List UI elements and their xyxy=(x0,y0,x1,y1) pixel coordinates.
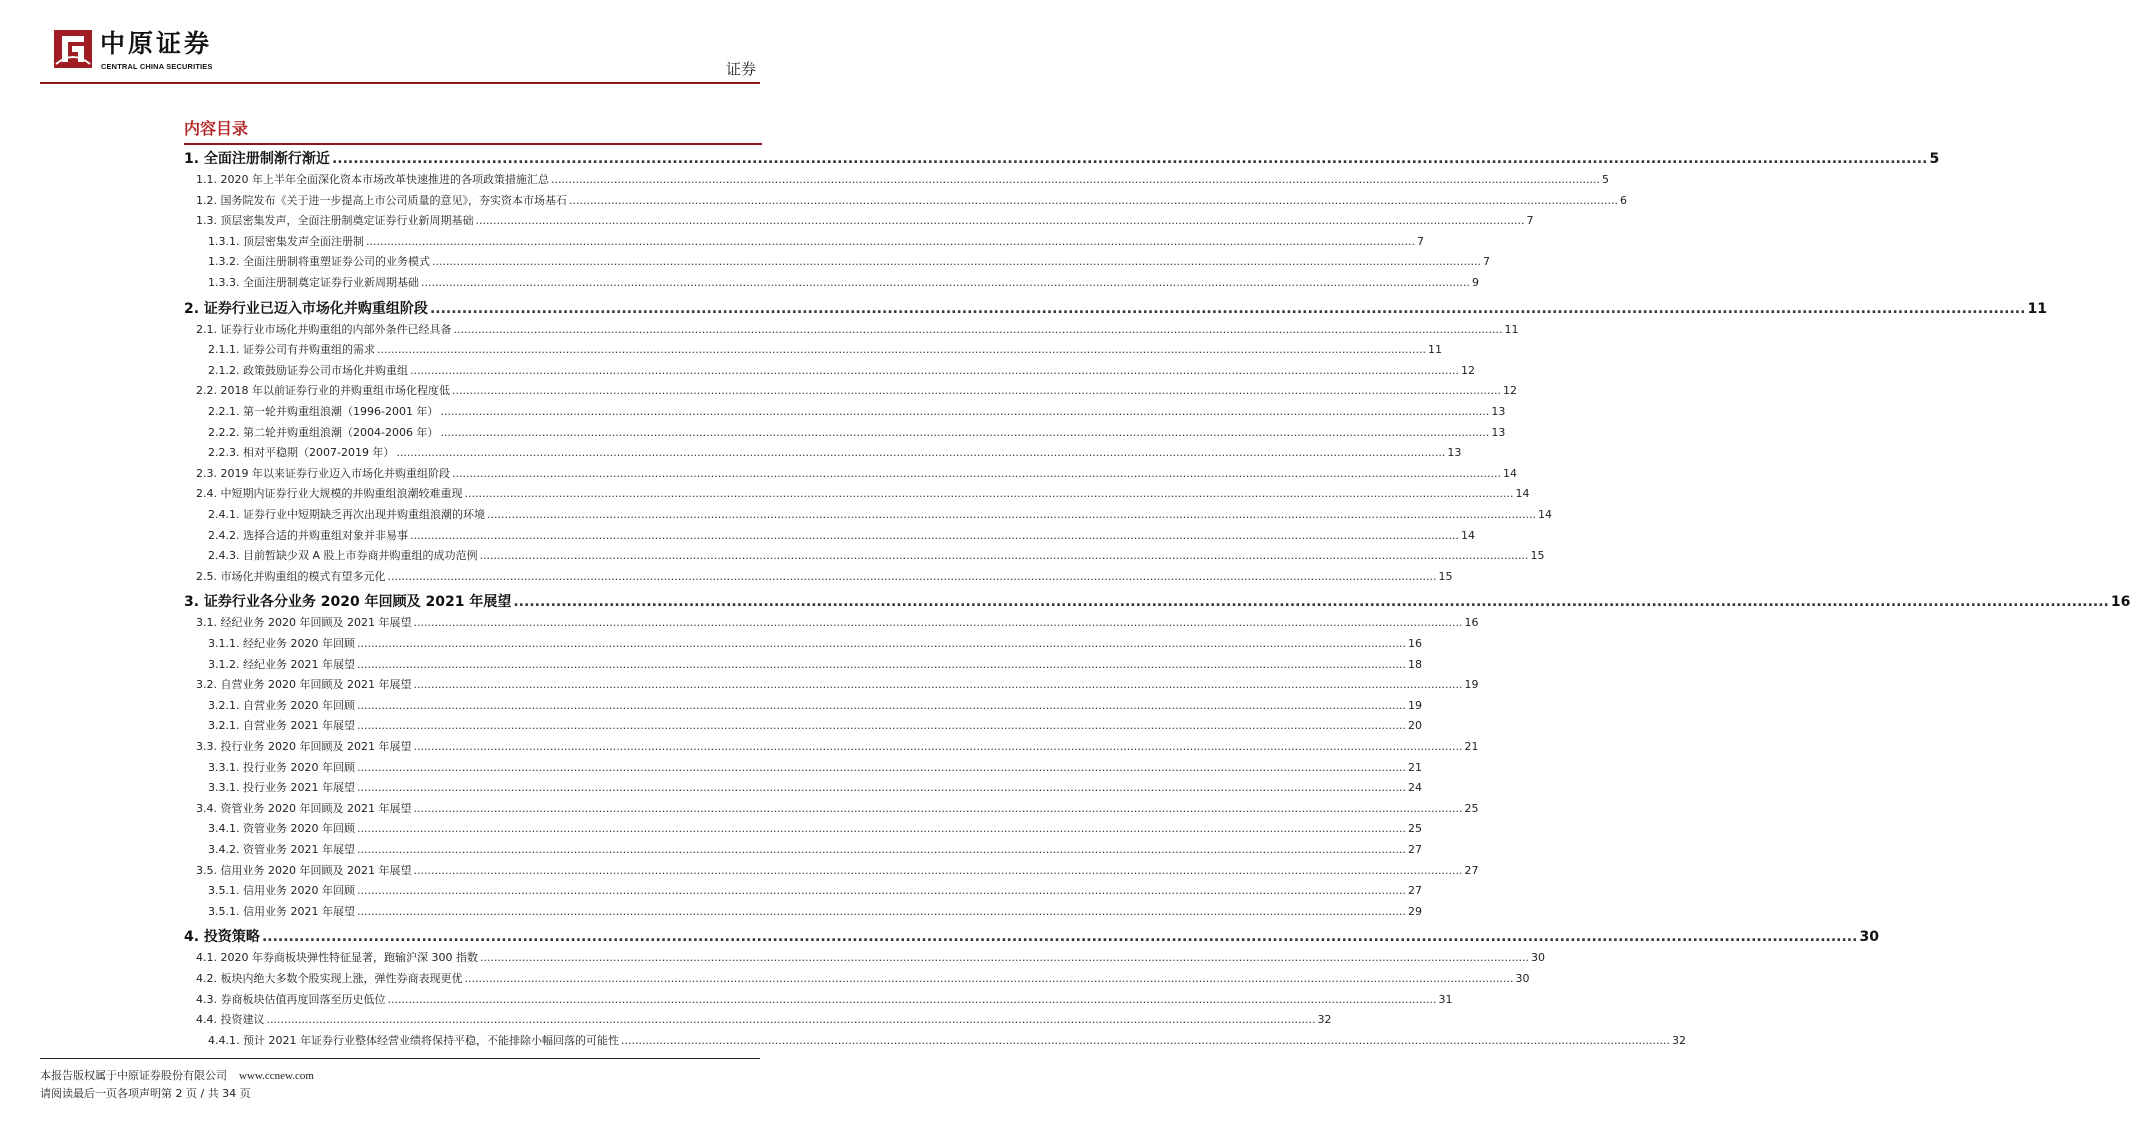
toc-entry-level-3[interactable] xyxy=(208,423,1506,443)
toc-entry-label: 2.4.1. 证券行业中短期缺乏再次出现并购重组浪潮的环境 xyxy=(208,508,485,521)
toc-entry-level-2[interactable] xyxy=(196,861,1479,881)
footer-copyright-line xyxy=(40,1068,314,1084)
toc-entry-level-3[interactable] xyxy=(208,655,1422,675)
toc-page-number: 25 xyxy=(1464,801,1479,815)
toc-dot-leader: ............................................................................................................................................................................................................................................................................................................ xyxy=(451,466,1501,480)
toc-entry-label: 3.2. 自营业务 2020 年回顾及 2021 年展望 xyxy=(196,678,412,692)
toc-dot-leader: ............................................................................................................................................................................................................................................................................................................ xyxy=(409,363,1459,377)
toc-dot-leader: ............................................................................................................................................................................................................................................................................................................ xyxy=(261,929,1858,946)
toc-page-number: 30 xyxy=(1515,972,1530,985)
toc-entry-label: 3.4.1. 资管业务 2020 年回顾 xyxy=(208,822,355,836)
footer-divider xyxy=(40,1058,760,1059)
toc-dot-leader: ............................................................................................................................................................................................................................................................................................................ xyxy=(453,322,1503,336)
page-header xyxy=(0,0,800,90)
toc-entry-level-3[interactable] xyxy=(208,758,1422,778)
toc-dot-leader: ............................................................................................................................................................................................................................................................................................................ xyxy=(464,972,1514,985)
toc-dot-leader: ............................................................................................................................................................................................................................................................................................................ xyxy=(451,384,1501,398)
toc-entry-label: 2.2.3. 相对平稳期（2007-2019 年） xyxy=(208,446,395,460)
toc-entry-level-1[interactable] xyxy=(184,591,2130,613)
toc-entry-label: 2.4. 中短期内证券行业大规模的并购重组浪潮较难重现 xyxy=(196,487,463,501)
toc-entry-label: 1.3.1. 顶层密集发声全面注册制 xyxy=(208,234,364,248)
toc-entry-level-3[interactable] xyxy=(208,526,1475,546)
toc-page-number: 14 xyxy=(1515,487,1530,501)
toc-dot-leader: ............................................................................................................................................................................................................................................................................................................ xyxy=(356,657,1406,671)
toc-entry-level-3[interactable] xyxy=(208,340,1442,360)
toc-entry-label: 2.2.1. 第一轮并购重组浪潮（1996-2001 年） xyxy=(208,405,439,418)
toc-entry-label: 3.4. 资管业务 2020 年回顾及 2021 年展望 xyxy=(196,801,412,815)
toc-entry-level-1[interactable] xyxy=(184,926,1879,948)
industry-label: 证券 xyxy=(725,60,756,78)
toc-page-number: 11 xyxy=(2027,300,2047,317)
toc-page-number: 5 xyxy=(1929,151,1940,167)
toc-page-number: 27 xyxy=(1407,843,1422,856)
toc-page-number: 9 xyxy=(1471,276,1479,289)
toc-dot-leader: ............................................................................................................................................................................................................................................................................................................ xyxy=(356,822,1406,836)
toc-entry-level-3[interactable] xyxy=(208,696,1422,716)
toc-dot-leader: ............................................................................................................................................................................................................................................................................................................ xyxy=(568,193,1618,207)
toc-entry-label: 3.1.1. 经纪业务 2020 年回顾 xyxy=(208,637,355,650)
toc-entry-label: 3.3.1. 投行业务 2021 年展望 xyxy=(208,781,355,795)
toc-entry-label: 1.3.3. 全面注册制奠定证券行业新周期基础 xyxy=(208,276,419,289)
toc-entry-label: 2.5. 市场化并购重组的模式有望多元化 xyxy=(196,569,386,583)
toc-entry-label: 2. 证券行业已迈入市场化并购重组阶段 xyxy=(184,300,428,317)
toc-entry-label: 2.4.3. 目前暂缺少双 A 股上市券商并购重组的成功范例 xyxy=(208,549,478,563)
toc-dot-leader: ............................................................................................................................................................................................................................................................................................................ xyxy=(413,616,1463,630)
footer-disclaimer: 请阅读最后一页各项声明第 2 页 / 共 34 页 xyxy=(40,1087,251,1100)
toc-entry-level-3[interactable] xyxy=(208,232,1424,252)
toc-entry-label: 4.1. 2020 年券商板块弹性特征显著，跑输沪深 300 指数 xyxy=(196,951,478,965)
toc-entry-label: 4.4.1. 预计 2021 年证券行业整体经营业绩将保持平稳，不能排除小幅回落的可能性 xyxy=(208,1033,619,1047)
toc-dot-leader: ............................................................................................................................................................................................................................................................................................................ xyxy=(387,569,1437,583)
toc-dot-leader: ............................................................................................................................................................................................................................................................................................................ xyxy=(356,698,1406,712)
toc-entry-level-1[interactable] xyxy=(184,148,1940,170)
toc-dot-leader: ............................................................................................................................................................................................................................................................................................................ xyxy=(396,446,1446,460)
toc-page-number: 31 xyxy=(1438,992,1453,1006)
toc-page-number: 27 xyxy=(1407,884,1422,898)
toc-page-number: 14 xyxy=(1460,528,1475,542)
toc-page-number: 32 xyxy=(1317,1013,1332,1027)
toc-page-number: 27 xyxy=(1464,863,1479,877)
toc-entry-label: 3.1.2. 经纪业务 2021 年展望 xyxy=(208,657,355,671)
toc-dot-leader: ............................................................................................................................................................................................................................................................................................................ xyxy=(513,594,2109,611)
toc-entry-level-3[interactable] xyxy=(208,819,1422,839)
toc-entry-level-2[interactable] xyxy=(196,613,1479,633)
toc-entry-level-2[interactable] xyxy=(196,211,1534,231)
toc-page-number: 7 xyxy=(1526,214,1534,228)
toc-entry-level-2[interactable] xyxy=(196,799,1479,819)
toc-page-number: 16 xyxy=(1407,637,1422,650)
toc-entry-level-3[interactable] xyxy=(208,840,1422,860)
toc-entry-level-3[interactable] xyxy=(208,273,1479,293)
toc-dot-leader: ............................................................................................................................................................................................................................................................................................................ xyxy=(413,863,1463,877)
toc-dot-leader: ............................................................................................................................................................................................................................................................................................................ xyxy=(376,343,1426,357)
toc-page-number: 32 xyxy=(1671,1033,1686,1047)
toc-page-number: 21 xyxy=(1407,760,1422,774)
toc-entry-label: 3.4.2. 资管业务 2021 年展望 xyxy=(208,843,355,856)
company-logo-icon xyxy=(54,30,92,68)
toc-dot-leader: ............................................................................................................................................................................................................................................................................................................ xyxy=(387,992,1437,1006)
toc-dot-leader: ............................................................................................................................................................................................................................................................................................................ xyxy=(431,255,1481,269)
toc-entry-label: 1.1. 2020 年上半年全面深化资本市场改革快速推进的各项政策措施汇总 xyxy=(196,173,549,186)
toc-entry-label: 1.2. 国务院发布《关于进一步提高上市公司质量的意见》，夯实资本市场基石 xyxy=(196,193,567,207)
toc-entry-label: 2.3. 2019 年以来证券行业迈入市场化并购重组阶段 xyxy=(196,466,450,480)
toc-page-number: 15 xyxy=(1438,569,1453,583)
toc-page-number: 19 xyxy=(1464,678,1479,692)
brand-name: 中原证券 xyxy=(100,29,213,58)
toc-entry-level-3[interactable] xyxy=(208,252,1490,272)
header-divider xyxy=(40,82,760,84)
toc-entry-level-3[interactable] xyxy=(208,716,1422,736)
toc-page-number: 14 xyxy=(1502,466,1517,480)
toc-entry-label: 4. 投资策略 xyxy=(184,929,260,946)
toc-entry-label: 2.2.2. 第二轮并购重组浪潮（2004-2006 年） xyxy=(208,425,439,439)
toc-page-number: 16 xyxy=(1464,616,1479,630)
toc-page-number: 30 xyxy=(1530,951,1545,965)
toc-entry-label: 3.5. 信用业务 2020 年回顾及 2021 年展望 xyxy=(196,863,412,877)
toc-dot-leader: ............................................................................................................................................................................................................................................................................................................ xyxy=(409,528,1459,542)
toc-page-number: 11 xyxy=(1427,343,1442,357)
toc-page-number: 24 xyxy=(1407,781,1422,795)
toc-dot-leader: ............................................................................................................................................................................................................................................................................................................ xyxy=(356,637,1406,650)
toc-entry-level-3[interactable] xyxy=(208,402,1506,422)
toc-dot-leader: ............................................................................................................................................................................................................................................................................................................ xyxy=(356,760,1406,774)
toc-entry-level-3[interactable] xyxy=(208,634,1422,654)
toc-entry-level-2[interactable] xyxy=(196,381,1517,401)
toc-entry-label: 3.2.1. 自营业务 2021 年展望 xyxy=(208,719,355,733)
toc-dot-leader: ............................................................................................................................................................................................................................................................................................................ xyxy=(356,781,1406,795)
toc-entry-label: 3.5.1. 信用业务 2020 年回顾 xyxy=(208,884,355,898)
footer-copyright: 本报告版权属于中原证券股份有限公司 xyxy=(40,1069,227,1082)
toc-entry-level-2[interactable] xyxy=(196,170,1609,190)
toc-dot-leader: ............................................................................................................................................................................................................................................................................................................ xyxy=(620,1033,1670,1047)
toc-dot-leader: ............................................................................................................................................................................................................................................................................................................ xyxy=(440,405,1490,418)
toc-page-number: 5 xyxy=(1601,173,1609,186)
toc-entry-level-3[interactable] xyxy=(208,505,1552,525)
toc-entry-level-3[interactable] xyxy=(208,546,1545,566)
toc-entry-level-2[interactable] xyxy=(196,484,1530,504)
toc-dot-leader: ............................................................................................................................................................................................................................................................................................................ xyxy=(550,173,1600,186)
toc-entry-label: 1.3.2. 全面注册制将重塑证券公司的业务模式 xyxy=(208,255,430,269)
toc-page-number: 21 xyxy=(1464,740,1479,753)
toc-dot-leader: ............................................................................................................................................................................................................................................................................................................ xyxy=(420,276,1470,289)
toc-entry-label: 1. 全面注册制渐行渐近 xyxy=(184,151,330,167)
toc-entry-level-3[interactable] xyxy=(208,881,1422,901)
toc-entry-label: 3.1. 经纪业务 2020 年回顾及 2021 年展望 xyxy=(196,616,412,630)
toc-page-number: 20 xyxy=(1407,719,1422,733)
toc-entry-level-2[interactable] xyxy=(196,990,1453,1010)
toc-entry-label: 4.2. 板块内绝大多数个股实现上涨，弹性券商表现更优 xyxy=(196,972,463,985)
toc-dot-leader: ............................................................................................................................................................................................................................................................................................................ xyxy=(413,740,1463,753)
brand-name-en: CENTRAL CHINA SECURITIES xyxy=(101,62,213,71)
toc-page-number: 19 xyxy=(1407,698,1422,712)
toc-entry-level-2[interactable] xyxy=(196,464,1517,484)
toc-entry-level-2[interactable] xyxy=(196,1010,1332,1030)
toc-page-number: 7 xyxy=(1482,255,1490,269)
toc-entry-level-2[interactable] xyxy=(196,948,1545,968)
toc-page-number: 29 xyxy=(1407,904,1422,918)
toc-dot-leader: ............................................................................................................................................................................................................................................................................................................ xyxy=(486,508,1536,521)
toc-dot-leader: ............................................................................................................................................................................................................................................................................................................ xyxy=(356,904,1406,918)
toc-page-number: 25 xyxy=(1407,822,1422,836)
toc-dot-leader: ............................................................................................................................................................................................................................................................................................................ xyxy=(365,234,1415,248)
toc-entry-level-2[interactable] xyxy=(196,675,1479,695)
toc-entry-label: 3.2.1. 自营业务 2020 年回顾 xyxy=(208,698,355,712)
toc-page-number: 12 xyxy=(1502,384,1517,398)
toc-dot-leader: ............................................................................................................................................................................................................................................................................................................ xyxy=(356,719,1406,733)
footer-url[interactable]: www.ccnew.com xyxy=(239,1070,314,1082)
toc-entry-level-2[interactable] xyxy=(196,191,1627,211)
toc-entry-label: 3.5.1. 信用业务 2021 年展望 xyxy=(208,904,355,918)
toc-dot-leader: ............................................................................................................................................................................................................................................................................................................ xyxy=(266,1013,1316,1027)
toc-page-number: 13 xyxy=(1447,446,1462,460)
toc-entry-label: 1.3. 顶层密集发声，全面注册制奠定证券行业新周期基础 xyxy=(196,214,474,228)
toc-page-number: 7 xyxy=(1416,234,1424,248)
toc-entry-label: 3.3. 投行业务 2020 年回顾及 2021 年展望 xyxy=(196,740,412,753)
toc-entry-level-2[interactable] xyxy=(196,320,1519,340)
toc-dot-leader: ............................................................................................................................................................................................................................................................................................................ xyxy=(331,151,1928,167)
toc-dot-leader: ............................................................................................................................................................................................................................................................................................................ xyxy=(479,549,1529,563)
toc-page-number: 12 xyxy=(1460,363,1475,377)
toc-dot-leader: ............................................................................................................................................................................................................................................................................................................ xyxy=(479,951,1529,965)
toc-entry-label: 2.1. 证券行业市场化并购重组的内部外条件已经具备 xyxy=(196,322,452,336)
toc-entry-level-2[interactable] xyxy=(196,737,1479,757)
toc-entry-label: 3. 证券行业各分业务 2020 年回顾及 2021 年展望 xyxy=(184,594,512,611)
toc-dot-leader: ............................................................................................................................................................................................................................................................................................................ xyxy=(440,425,1490,439)
toc-page-number: 11 xyxy=(1504,322,1519,336)
toc-entry-label: 2.2. 2018 年以前证券行业的并购重组市场化程度低 xyxy=(196,384,450,398)
toc-dot-leader: ............................................................................................................................................................................................................................................................................................................ xyxy=(429,300,2026,317)
toc-page-number: 6 xyxy=(1619,193,1627,207)
toc-entry-level-2[interactable] xyxy=(196,567,1453,587)
toc-page-number: 18 xyxy=(1407,657,1422,671)
toc-dot-leader: ............................................................................................................................................................................................................................................................................................................ xyxy=(475,214,1525,228)
toc-title: 内容目录 xyxy=(184,119,249,138)
toc-page-number: 14 xyxy=(1537,508,1552,521)
toc-entry-label: 4.4. 投资建议 xyxy=(196,1013,265,1027)
toc-entry-level-1[interactable] xyxy=(184,298,2047,320)
toc-page-number: 13 xyxy=(1491,405,1506,418)
toc-entry-level-3[interactable] xyxy=(208,361,1475,381)
toc-entry-level-3[interactable] xyxy=(208,443,1462,463)
toc-page-number: 30 xyxy=(1859,929,1879,946)
toc-entry-level-2[interactable] xyxy=(196,969,1530,989)
toc-entry-label: 3.3.1. 投行业务 2020 年回顾 xyxy=(208,760,355,774)
toc-entry-label: 2.1.1. 证券公司有并购重组的需求 xyxy=(208,343,375,357)
toc-title-divider xyxy=(184,143,762,145)
toc-page-number: 16 xyxy=(2110,594,2130,611)
toc-dot-leader: ............................................................................................................................................................................................................................................................................................................ xyxy=(413,678,1463,692)
toc-dot-leader: ............................................................................................................................................................................................................................................................................................................ xyxy=(356,843,1406,856)
toc-entry-level-3[interactable] xyxy=(208,902,1422,922)
toc-entry-level-3[interactable] xyxy=(208,778,1422,798)
toc-dot-leader: ............................................................................................................................................................................................................................................................................................................ xyxy=(356,884,1406,898)
toc-entry-label: 4.3. 券商板块估值再度回落至历史低位 xyxy=(196,992,386,1006)
toc-dot-leader: ............................................................................................................................................................................................................................................................................................................ xyxy=(464,487,1514,501)
toc-entry-level-3[interactable] xyxy=(208,1031,1686,1051)
toc-page-number: 15 xyxy=(1530,549,1545,563)
toc-page-number: 13 xyxy=(1491,425,1506,439)
toc-entry-label: 2.1.2. 政策鼓励证券公司市场化并购重组 xyxy=(208,363,408,377)
toc-entry-label: 2.4.2. 选择合适的并购重组对象并非易事 xyxy=(208,528,408,542)
toc-dot-leader: ............................................................................................................................................................................................................................................................................................................ xyxy=(413,801,1463,815)
